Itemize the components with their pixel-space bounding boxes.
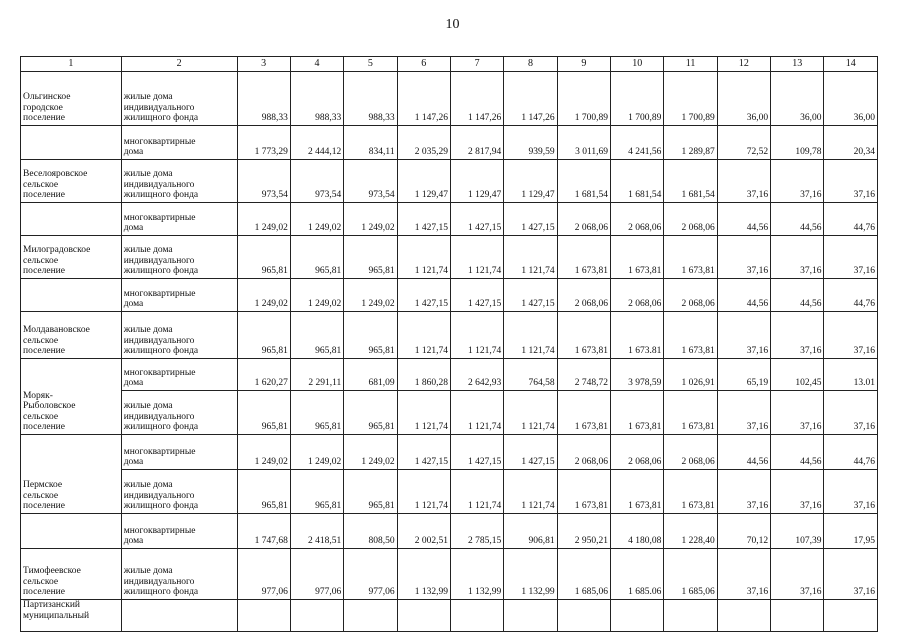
table-row xyxy=(21,435,878,470)
value-cell: 1 129,47 xyxy=(450,160,503,203)
value-cell: 1 249,02 xyxy=(237,203,290,236)
value-cell: 1 673,81 xyxy=(557,236,610,279)
value-cell: 4 241,56 xyxy=(611,126,664,160)
column-number-11: 11 xyxy=(664,57,717,72)
value-cell: 37,16 xyxy=(824,160,878,203)
value-cell: 2 068,06 xyxy=(557,203,610,236)
housing-type-line: индивидуального xyxy=(123,102,195,113)
value-cell: 977,06 xyxy=(344,549,397,600)
value-cell: 1 249,02 xyxy=(237,435,290,470)
value-cell: 1 132,99 xyxy=(397,549,450,600)
housing-type-line: индивидуального xyxy=(123,411,195,422)
value-cell: 764,58 xyxy=(504,359,557,391)
housing-type-cell xyxy=(121,470,237,514)
housing-type-cell xyxy=(121,391,237,435)
value-cell: 1 685,06 xyxy=(557,549,610,600)
housing-type-line: жилищного фонда xyxy=(123,501,199,512)
settlement-name-line: Милоградовское xyxy=(23,245,91,256)
value-cell: 988,33 xyxy=(290,72,343,126)
value-cell: 1 700,89 xyxy=(557,72,610,126)
header-row xyxy=(21,57,878,72)
value-cell: 44,76 xyxy=(824,435,878,470)
value-cell: 965,81 xyxy=(344,312,397,359)
column-number-8: 8 xyxy=(504,57,557,72)
value-cell: 1 147,26 xyxy=(397,72,450,126)
value-cell: 906,81 xyxy=(504,514,557,549)
settlement-name-line: поселение xyxy=(23,346,65,357)
settlement-name-line: поселение xyxy=(23,422,65,433)
value-cell xyxy=(344,600,397,632)
settlement-name-line: Веселояровское xyxy=(23,169,88,180)
value-cell: 1 249,02 xyxy=(290,203,343,236)
value-cell: 37,16 xyxy=(717,236,770,279)
value-cell: 1 121,74 xyxy=(450,470,503,514)
value-cell xyxy=(664,600,717,632)
housing-type-line: индивидуального xyxy=(123,255,195,266)
value-cell: 44,56 xyxy=(771,435,824,470)
value-cell: 2 748,72 xyxy=(557,359,610,391)
value-cell: 1 427,15 xyxy=(450,279,503,312)
value-cell: 1 427,15 xyxy=(450,203,503,236)
value-cell: 107,39 xyxy=(771,514,824,549)
settlement-name-line: городское xyxy=(23,102,63,113)
settlement-name-line: поселение xyxy=(23,501,65,512)
value-cell: 36,00 xyxy=(824,72,878,126)
housing-type-line: многоквартирные xyxy=(123,367,196,378)
value-cell: 2 642,93 xyxy=(450,359,503,391)
housing-type-line: жилые дома xyxy=(123,169,173,180)
value-cell: 1 673,81 xyxy=(611,391,664,435)
value-cell: 1 228,40 xyxy=(664,514,717,549)
settlement-name-line: сельское xyxy=(23,490,59,501)
value-cell: 973,54 xyxy=(344,160,397,203)
value-cell: 1 673,81 xyxy=(557,391,610,435)
settlement-cell xyxy=(21,359,122,435)
value-cell: 973,54 xyxy=(237,160,290,203)
housing-type-cell xyxy=(121,72,237,126)
value-cell: 2 068,06 xyxy=(611,435,664,470)
value-cell: 1 427,15 xyxy=(397,203,450,236)
value-cell: 17,95 xyxy=(824,514,878,549)
housing-type-cell xyxy=(121,279,237,312)
value-cell: 1 427,15 xyxy=(397,435,450,470)
housing-type-line: многоквартирные xyxy=(123,136,196,147)
value-cell: 1 121,74 xyxy=(504,236,557,279)
value-cell: 36,00 xyxy=(771,72,824,126)
value-cell: 973,54 xyxy=(290,160,343,203)
value-cell: 36,00 xyxy=(717,72,770,126)
value-cell: 2 068,06 xyxy=(557,279,610,312)
value-cell: 44,56 xyxy=(717,435,770,470)
column-number-10: 10 xyxy=(611,57,664,72)
value-cell: 102,45 xyxy=(771,359,824,391)
settlement-name-line: поселение xyxy=(23,113,65,124)
housing-type-line: дома xyxy=(123,223,144,234)
value-cell: 2 068,06 xyxy=(557,435,610,470)
housing-type-line: многоквартирные xyxy=(123,288,196,299)
housing-type-line: жилые дома xyxy=(123,325,173,336)
settlement-name-line: сельское xyxy=(23,576,59,587)
table-row xyxy=(21,279,878,312)
housing-type-line: дома xyxy=(123,457,144,468)
settlement-cell xyxy=(21,160,122,203)
value-cell: 2 418,51 xyxy=(290,514,343,549)
value-cell: 2 068,06 xyxy=(664,435,717,470)
table-row xyxy=(21,391,878,435)
value-cell: 1 147,26 xyxy=(450,72,503,126)
value-cell: 37,16 xyxy=(824,236,878,279)
housing-type-line: индивидуального xyxy=(123,490,195,501)
housing-type-line: многоквартирные xyxy=(123,446,196,457)
housing-type-line: жилищного фонда xyxy=(123,113,199,124)
value-cell xyxy=(290,600,343,632)
settlement-cell xyxy=(21,312,122,359)
value-cell: 37,16 xyxy=(717,312,770,359)
housing-type-line: жилые дома xyxy=(123,401,173,412)
column-number-7: 7 xyxy=(450,57,503,72)
table-row xyxy=(21,470,878,514)
housing-type-line: дома xyxy=(123,378,144,389)
settlement-cell xyxy=(21,600,122,632)
value-cell: 1 673,81 xyxy=(611,236,664,279)
settlement-name-line: Тимофеевское xyxy=(23,566,81,577)
settlement-name-line: Рыболовское xyxy=(23,401,76,412)
value-cell: 1 673,81 xyxy=(664,236,717,279)
value-cell: 72,52 xyxy=(717,126,770,160)
value-cell xyxy=(557,600,610,632)
column-number-13: 13 xyxy=(771,57,824,72)
value-cell: 37,16 xyxy=(771,312,824,359)
value-cell: 1 249,02 xyxy=(344,279,397,312)
settlement-cell xyxy=(21,514,122,549)
value-cell: 37,16 xyxy=(771,470,824,514)
settlement-name-line: сельское xyxy=(23,335,59,346)
value-cell: 37,16 xyxy=(717,391,770,435)
value-cell xyxy=(611,600,664,632)
settlement-name-line: Ольгинское xyxy=(23,92,71,103)
settlement-name-line: сельское xyxy=(23,255,59,266)
value-cell: 13.01 xyxy=(824,359,878,391)
value-cell: 37,16 xyxy=(771,549,824,600)
value-cell: 965,81 xyxy=(237,391,290,435)
tariff-table xyxy=(20,56,878,632)
value-cell: 37,16 xyxy=(717,549,770,600)
table-row xyxy=(21,549,878,600)
value-cell: 37,16 xyxy=(824,549,878,600)
value-cell: 1 673,81 xyxy=(664,391,717,435)
value-cell: 965,81 xyxy=(290,470,343,514)
value-cell: 1 681,54 xyxy=(557,160,610,203)
column-number-2: 2 xyxy=(121,57,237,72)
value-cell xyxy=(771,600,824,632)
housing-type-line: жилые дома xyxy=(123,566,173,577)
housing-type-line: жилищного фонда xyxy=(123,190,199,201)
value-cell: 965,81 xyxy=(237,312,290,359)
value-cell: 65,19 xyxy=(717,359,770,391)
housing-type-line: жилищного фонда xyxy=(123,266,199,277)
value-cell: 1 673,81 xyxy=(664,312,717,359)
value-cell: 1 427,15 xyxy=(397,279,450,312)
value-cell: 965,81 xyxy=(290,312,343,359)
housing-type-cell xyxy=(121,549,237,600)
value-cell: 1 129,47 xyxy=(504,160,557,203)
table-row xyxy=(21,72,878,126)
value-cell: 1 121,74 xyxy=(504,470,557,514)
value-cell: 1 121,74 xyxy=(504,391,557,435)
value-cell: 2 068,06 xyxy=(611,203,664,236)
housing-type-cell xyxy=(121,126,237,160)
value-cell: 1 681,54 xyxy=(611,160,664,203)
value-cell: 1 132,99 xyxy=(504,549,557,600)
housing-type-line: многоквартирные xyxy=(123,212,196,223)
housing-type-cell xyxy=(121,312,237,359)
value-cell: 2 785,15 xyxy=(450,514,503,549)
table-row xyxy=(21,600,878,632)
value-cell: 1 121,74 xyxy=(450,236,503,279)
value-cell: 1 121,74 xyxy=(450,391,503,435)
value-cell: 1 249,02 xyxy=(290,435,343,470)
table-row xyxy=(21,359,878,391)
settlement-cell xyxy=(21,203,122,236)
column-number-5: 5 xyxy=(344,57,397,72)
value-cell: 1 427,15 xyxy=(504,203,557,236)
settlement-name-line: поселение xyxy=(23,587,65,598)
column-number-1: 1 xyxy=(21,57,122,72)
housing-type-line: индивидуального xyxy=(123,576,195,587)
value-cell: 1 673.81 xyxy=(611,312,664,359)
column-number-14: 14 xyxy=(824,57,878,72)
value-cell: 1 249,02 xyxy=(344,435,397,470)
value-cell: 44,56 xyxy=(771,279,824,312)
settlement-name-line: Молдавановское xyxy=(23,325,90,336)
value-cell: 1 121,74 xyxy=(397,312,450,359)
value-cell: 4 180,08 xyxy=(611,514,664,549)
housing-type-cell xyxy=(121,514,237,549)
settlement-name-line: Пермское xyxy=(23,480,63,491)
value-cell: 1 860,28 xyxy=(397,359,450,391)
value-cell: 1 249,02 xyxy=(237,279,290,312)
housing-type-line: дома xyxy=(123,147,144,158)
value-cell: 681,09 xyxy=(344,359,397,391)
housing-type-cell xyxy=(121,435,237,470)
settlement-cell xyxy=(21,126,122,160)
value-cell: 1 121,74 xyxy=(397,236,450,279)
column-number-12: 12 xyxy=(717,57,770,72)
housing-type-cell xyxy=(121,160,237,203)
page-number: 10 xyxy=(445,17,460,32)
value-cell: 37,16 xyxy=(717,470,770,514)
settlement-name-line: сельское xyxy=(23,179,59,190)
value-cell: 965,81 xyxy=(237,236,290,279)
value-cell: 965,81 xyxy=(290,391,343,435)
value-cell: 2 068,06 xyxy=(664,203,717,236)
value-cell: 1 427,15 xyxy=(450,435,503,470)
value-cell: 1 673,81 xyxy=(557,312,610,359)
column-number-6: 6 xyxy=(397,57,450,72)
housing-type-line: жилые дома xyxy=(123,92,173,103)
value-cell: 977,06 xyxy=(237,549,290,600)
housing-type-line: дома xyxy=(123,299,144,310)
column-number-4: 4 xyxy=(290,57,343,72)
settlement-cell xyxy=(21,279,122,312)
value-cell: 988,33 xyxy=(344,72,397,126)
housing-type-line: жилые дома xyxy=(123,245,173,256)
value-cell: 1 700,89 xyxy=(611,72,664,126)
value-cell: 977,06 xyxy=(290,549,343,600)
settlement-cell xyxy=(21,549,122,600)
housing-type-line: индивидуального xyxy=(123,335,195,346)
settlement-cell xyxy=(21,236,122,279)
value-cell: 1 673,81 xyxy=(557,470,610,514)
table-row xyxy=(21,203,878,236)
settlement-name-line: поселение xyxy=(23,266,65,277)
housing-type-line: многоквартирные xyxy=(123,525,196,536)
value-cell: 37,16 xyxy=(717,160,770,203)
value-cell: 1 249,02 xyxy=(290,279,343,312)
value-cell: 965,81 xyxy=(344,470,397,514)
value-cell: 37,16 xyxy=(824,312,878,359)
table-row xyxy=(21,236,878,279)
settlement-name-line: муниципальный xyxy=(23,610,90,621)
value-cell: 70,12 xyxy=(717,514,770,549)
settlement-name-line: поселение xyxy=(23,190,65,201)
value-cell: 44,56 xyxy=(717,203,770,236)
value-cell: 37,16 xyxy=(771,160,824,203)
value-cell: 1 147,26 xyxy=(504,72,557,126)
value-cell: 44,76 xyxy=(824,203,878,236)
value-cell: 2 817,94 xyxy=(450,126,503,160)
value-cell: 1 700,89 xyxy=(664,72,717,126)
housing-type-cell xyxy=(121,600,237,632)
value-cell: 1 681,54 xyxy=(664,160,717,203)
value-cell: 1 121,74 xyxy=(397,391,450,435)
column-number-3: 3 xyxy=(237,57,290,72)
value-cell: 1 121,74 xyxy=(397,470,450,514)
table-row xyxy=(21,160,878,203)
value-cell: 1 129,47 xyxy=(397,160,450,203)
value-cell: 2 035,29 xyxy=(397,126,450,160)
housing-type-line: жилые дома xyxy=(123,480,173,491)
value-cell: 37,16 xyxy=(771,236,824,279)
value-cell: 37,16 xyxy=(824,470,878,514)
value-cell: 44,56 xyxy=(771,203,824,236)
settlement-name-line: Моряк- xyxy=(23,390,53,401)
value-cell: 109,78 xyxy=(771,126,824,160)
value-cell: 1 685,06 xyxy=(664,549,717,600)
settlement-name-line: Партизанский xyxy=(23,600,80,610)
table-row xyxy=(21,312,878,359)
value-cell: 2 950,21 xyxy=(557,514,610,549)
value-cell: 1 132,99 xyxy=(450,549,503,600)
value-cell: 1 673,81 xyxy=(611,470,664,514)
value-cell: 988,33 xyxy=(237,72,290,126)
value-cell: 1 121,74 xyxy=(504,312,557,359)
value-cell xyxy=(397,600,450,632)
value-cell: 1 026,91 xyxy=(664,359,717,391)
housing-type-cell xyxy=(121,359,237,391)
value-cell xyxy=(504,600,557,632)
value-cell: 965,81 xyxy=(344,391,397,435)
value-cell: 1 747,68 xyxy=(237,514,290,549)
value-cell: 44,56 xyxy=(717,279,770,312)
value-cell: 965,81 xyxy=(344,236,397,279)
value-cell: 2 291,11 xyxy=(290,359,343,391)
housing-type-line: дома xyxy=(123,536,144,547)
value-cell: 37,16 xyxy=(824,391,878,435)
value-cell: 1 773,29 xyxy=(237,126,290,160)
table-row xyxy=(21,126,878,160)
housing-type-line: индивидуального xyxy=(123,179,195,190)
value-cell: 939,59 xyxy=(504,126,557,160)
value-cell: 1 427,15 xyxy=(504,435,557,470)
settlement-cell xyxy=(21,72,122,126)
column-number-9: 9 xyxy=(557,57,610,72)
value-cell xyxy=(237,600,290,632)
value-cell: 2 068,06 xyxy=(664,279,717,312)
table-row xyxy=(21,514,878,549)
settlement-name-line: сельское xyxy=(23,411,59,422)
housing-type-cell xyxy=(121,203,237,236)
housing-type-line: жилищного фонда xyxy=(123,346,199,357)
value-cell xyxy=(717,600,770,632)
value-cell: 44,76 xyxy=(824,279,878,312)
value-cell: 2 068,06 xyxy=(611,279,664,312)
settlement-cell xyxy=(21,435,122,514)
value-cell xyxy=(824,600,878,632)
value-cell: 1 685.06 xyxy=(611,549,664,600)
housing-type-line: жилищного фонда xyxy=(123,422,199,433)
value-cell: 1 673,81 xyxy=(664,470,717,514)
value-cell: 20,34 xyxy=(824,126,878,160)
value-cell: 1 121,74 xyxy=(450,312,503,359)
value-cell: 965,81 xyxy=(290,236,343,279)
value-cell: 37,16 xyxy=(771,391,824,435)
value-cell: 808,50 xyxy=(344,514,397,549)
value-cell: 2 002,51 xyxy=(397,514,450,549)
housing-type-cell xyxy=(121,236,237,279)
value-cell: 834,11 xyxy=(344,126,397,160)
value-cell: 1 289,87 xyxy=(664,126,717,160)
value-cell: 2 444,12 xyxy=(290,126,343,160)
value-cell xyxy=(450,600,503,632)
value-cell: 3 011,69 xyxy=(557,126,610,160)
value-cell: 1 249,02 xyxy=(344,203,397,236)
value-cell: 965,81 xyxy=(237,470,290,514)
value-cell: 1 427,15 xyxy=(504,279,557,312)
value-cell: 1 620,27 xyxy=(237,359,290,391)
housing-type-line: жилищного фонда xyxy=(123,587,199,598)
value-cell: 3 978,59 xyxy=(611,359,664,391)
